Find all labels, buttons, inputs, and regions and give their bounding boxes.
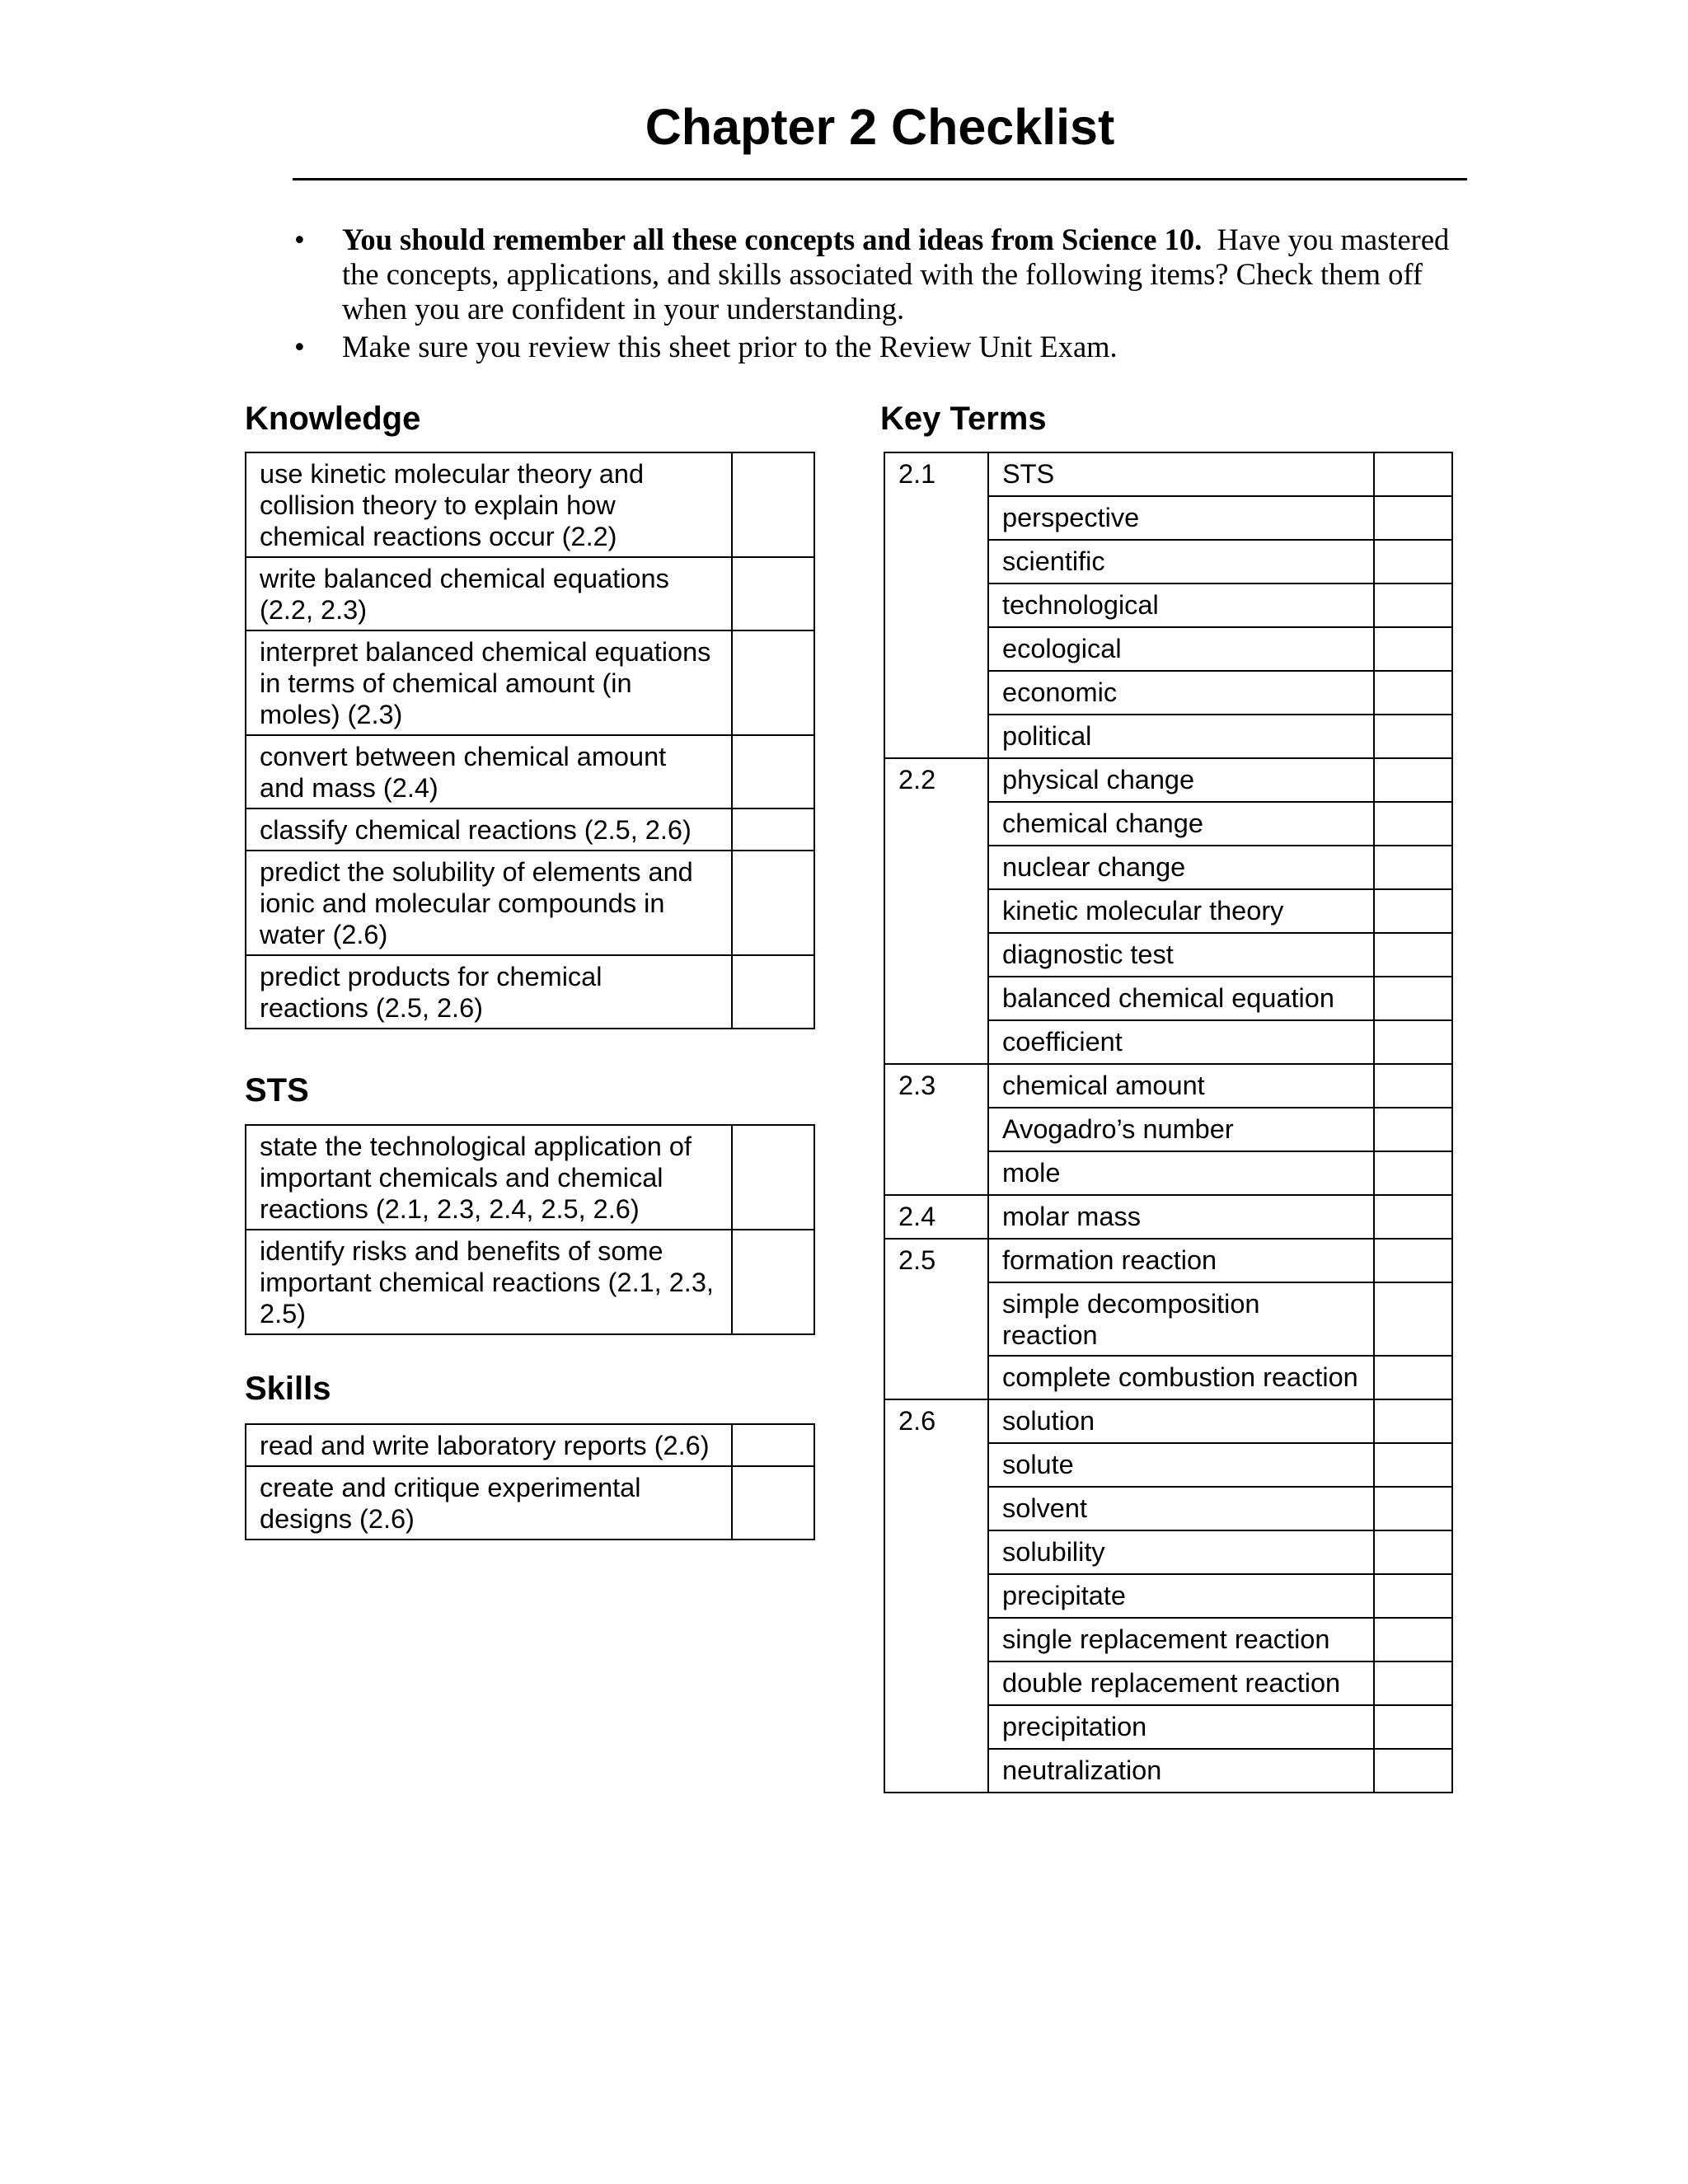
key-term: chemical amount — [988, 1064, 1374, 1108]
key-terms-table — [884, 452, 1453, 1793]
key-term: physical change — [988, 758, 1374, 802]
check-box[interactable] — [732, 808, 814, 851]
key-term: neutralization — [988, 1749, 1374, 1793]
check-box[interactable] — [1374, 671, 1452, 715]
check-box[interactable] — [1374, 627, 1452, 671]
key-term: nuclear change — [988, 846, 1374, 889]
section-number: 2.5 — [884, 1239, 988, 1399]
key-term: precipitation — [988, 1705, 1374, 1749]
check-box[interactable] — [1374, 889, 1452, 933]
check-box[interactable] — [1374, 540, 1452, 583]
check-box[interactable] — [1374, 1705, 1452, 1749]
table-row — [246, 1424, 814, 1466]
table-row — [246, 808, 814, 851]
instruction-text: Have you mastered the concepts, applications, and skills associated with the following items? Check them off when you are confident in your understanding. — [342, 223, 1450, 326]
section-number: 2.2 — [884, 758, 988, 1064]
skills-table — [245, 1423, 815, 1540]
sts-heading: STS — [245, 1072, 309, 1108]
key-term: single replacement reaction — [988, 1618, 1374, 1661]
check-box[interactable] — [732, 630, 814, 735]
knowledge-item: interpret balanced chemical equations in terms of chemical amount (in moles) (2.3) — [246, 630, 732, 735]
check-box[interactable] — [1374, 846, 1452, 889]
key-term: coefficient — [988, 1020, 1374, 1064]
check-box[interactable] — [732, 1424, 814, 1466]
table-row — [246, 735, 814, 808]
check-box[interactable] — [1374, 1020, 1452, 1064]
section-number: 2.4 — [884, 1195, 988, 1239]
check-box[interactable] — [732, 452, 814, 557]
skills-item: create and critique experimental designs (2.6) — [246, 1466, 732, 1540]
key-term: technological — [988, 583, 1374, 627]
key-term: perspective — [988, 496, 1374, 540]
check-box[interactable] — [1374, 1239, 1452, 1282]
check-box[interactable] — [1374, 1487, 1452, 1530]
key-term: solvent — [988, 1487, 1374, 1530]
key-term: kinetic molecular theory — [988, 889, 1374, 933]
knowledge-item: convert between chemical amount and mass (2.4) — [246, 735, 732, 808]
check-box[interactable] — [1374, 1356, 1452, 1399]
instructions-list — [293, 223, 1463, 368]
check-box[interactable] — [1374, 583, 1452, 627]
key-term: ecological — [988, 627, 1374, 671]
check-box[interactable] — [1374, 1661, 1452, 1705]
key-term: simple decomposition reaction — [988, 1282, 1374, 1356]
check-box[interactable] — [1374, 496, 1452, 540]
skills-item: read and write laboratory reports (2.6) — [246, 1424, 732, 1466]
check-box[interactable] — [1374, 1618, 1452, 1661]
check-box[interactable] — [1374, 977, 1452, 1020]
key-terms-heading: Key Terms — [880, 401, 1047, 437]
table-row — [246, 557, 814, 630]
check-box[interactable] — [732, 955, 814, 1029]
table-row — [246, 1125, 814, 1230]
key-term: diagnostic test — [988, 933, 1374, 977]
key-term: balanced chemical equation — [988, 977, 1374, 1020]
key-term: chemical change — [988, 802, 1374, 846]
check-box[interactable] — [1374, 1195, 1452, 1239]
knowledge-item: predict products for chemical reactions (2.5, 2.6) — [246, 955, 732, 1029]
check-box[interactable] — [1374, 1108, 1452, 1151]
check-box[interactable] — [1374, 758, 1452, 802]
key-term: complete combustion reaction — [988, 1356, 1374, 1399]
table-row — [246, 452, 814, 557]
check-box[interactable] — [1374, 933, 1452, 977]
table-row — [246, 1466, 814, 1540]
knowledge-item: use kinetic molecular theory and collision theory to explain how chemical reactions occur (2.2) — [246, 452, 732, 557]
table-row — [884, 452, 1452, 496]
key-term: Avogadro’s number — [988, 1108, 1374, 1151]
key-term: STS — [988, 452, 1374, 496]
key-term: solution — [988, 1399, 1374, 1443]
table-row — [246, 955, 814, 1029]
section-number: 2.6 — [884, 1399, 988, 1793]
instruction-bold: You should remember all these concepts and ideas from Science 10. — [342, 223, 1203, 256]
knowledge-heading: Knowledge — [245, 401, 421, 437]
key-term: political — [988, 715, 1374, 758]
sts-item: state the technological application of important chemicals and chemical reactions (2.1, 2.3, 2.4, 2.5, 2.6) — [246, 1125, 732, 1230]
instruction-item — [293, 223, 1463, 326]
section-number: 2.3 — [884, 1064, 988, 1195]
instruction-item — [293, 330, 1463, 364]
check-box[interactable] — [1374, 1574, 1452, 1618]
table-row — [246, 630, 814, 735]
check-box[interactable] — [1374, 1443, 1452, 1487]
check-box[interactable] — [732, 1466, 814, 1540]
sts-table — [245, 1124, 815, 1335]
skills-heading: Skills — [245, 1371, 331, 1407]
page-title: Chapter 2 Checklist — [645, 99, 1115, 155]
table-row — [884, 1399, 1452, 1443]
title-rule — [293, 178, 1467, 180]
check-box[interactable] — [1374, 1530, 1452, 1574]
knowledge-table — [245, 452, 815, 1029]
instruction-text: Make sure you review this sheet prior to the Review Unit Exam. — [342, 330, 1118, 363]
check-box[interactable] — [1374, 452, 1452, 496]
knowledge-item: classify chemical reactions (2.5, 2.6) — [246, 808, 732, 851]
table-row — [884, 1064, 1452, 1108]
table-row — [884, 758, 1452, 802]
check-box[interactable] — [732, 735, 814, 808]
check-box[interactable] — [1374, 715, 1452, 758]
table-row — [246, 851, 814, 955]
check-box[interactable] — [1374, 1399, 1452, 1443]
check-box[interactable] — [1374, 1749, 1452, 1793]
section-number: 2.1 — [884, 452, 988, 758]
check-box[interactable] — [732, 851, 814, 955]
sts-item: identify risks and benefits of some important chemical reactions (2.1, 2.3, 2.5) — [246, 1230, 732, 1334]
key-term: solute — [988, 1443, 1374, 1487]
check-box[interactable] — [732, 557, 814, 630]
check-box[interactable] — [1374, 802, 1452, 846]
key-term: formation reaction — [988, 1239, 1374, 1282]
key-term: double replacement reaction — [988, 1661, 1374, 1705]
table-row — [884, 1195, 1452, 1239]
check-box[interactable] — [1374, 1064, 1452, 1108]
key-term: precipitate — [988, 1574, 1374, 1618]
check-box[interactable] — [732, 1125, 814, 1230]
check-box[interactable] — [1374, 1282, 1452, 1356]
check-box[interactable] — [1374, 1151, 1452, 1195]
table-row — [246, 1230, 814, 1334]
knowledge-item: predict the solubility of elements and ionic and molecular compounds in water (2.6) — [246, 851, 732, 955]
key-term: solubility — [988, 1530, 1374, 1574]
key-term: scientific — [988, 540, 1374, 583]
key-term: molar mass — [988, 1195, 1374, 1239]
key-term: economic — [988, 671, 1374, 715]
knowledge-item: write balanced chemical equations (2.2, 2.3) — [246, 557, 732, 630]
key-term: mole — [988, 1151, 1374, 1195]
check-box[interactable] — [732, 1230, 814, 1334]
table-row — [884, 1239, 1452, 1282]
